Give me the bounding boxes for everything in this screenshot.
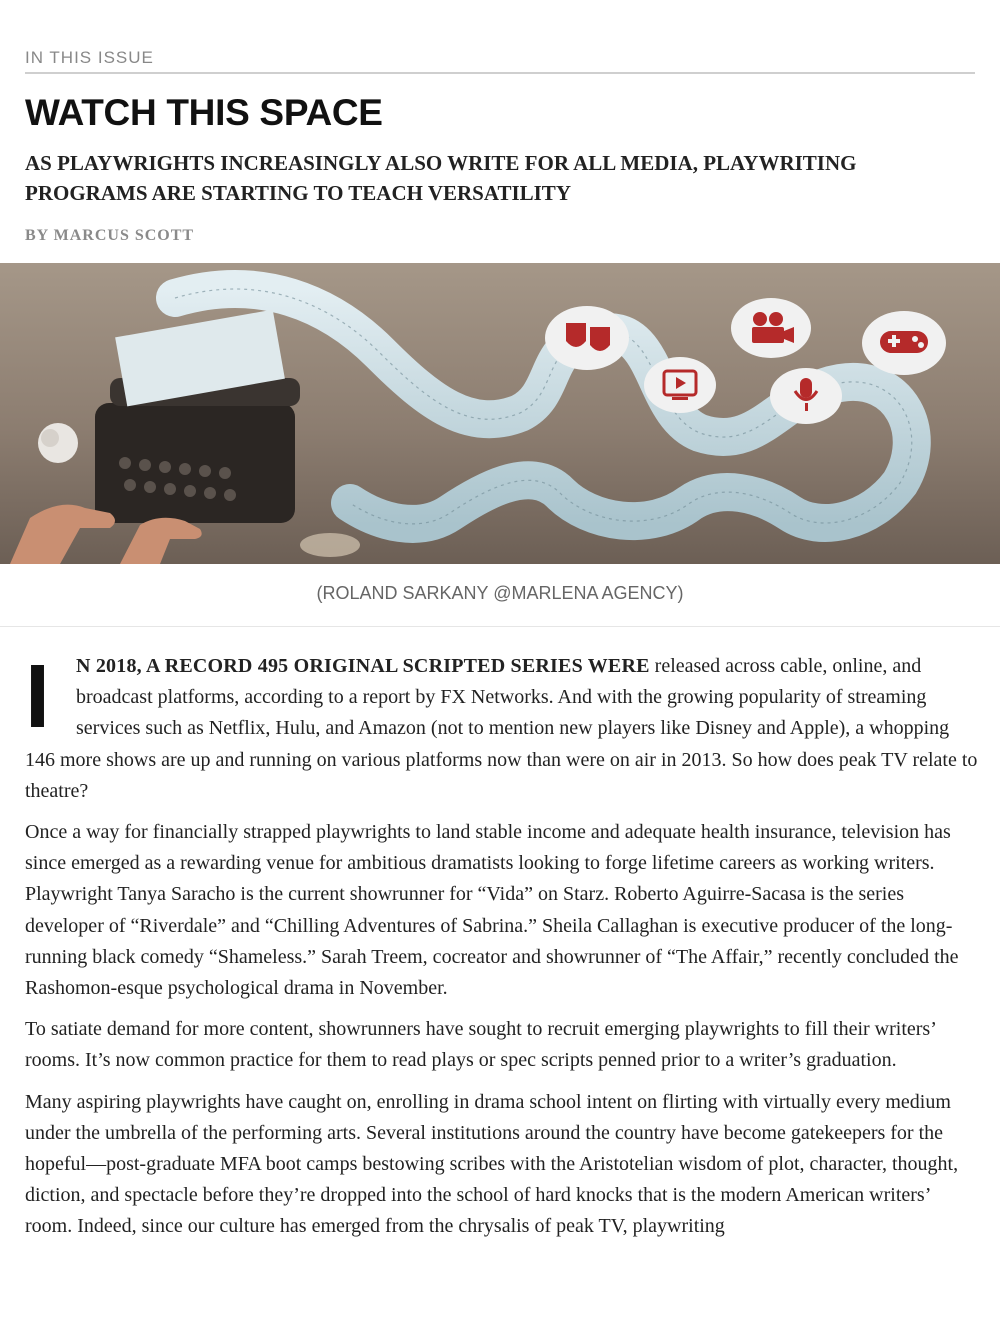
- lead-in: N 2018, A RECORD 495 ORIGINAL SCRIPTED SERIES WERE: [76, 655, 650, 677]
- tea-cup: [300, 533, 360, 557]
- section-label: IN THIS ISSUE: [25, 48, 975, 74]
- paragraph-1-text: released across cable, online, and broadcast platforms, according to a report by FX Networks. And with the growing popularity of streaming services such as Netflix, Hulu, and Amazon (not to mention new players like Disney and Apple), a whopping 146 more shows are up and running on various platforms now than were on air in 2013. So how does peak TV relate to theatre?: [25, 655, 978, 802]
- article-subtitle: AS PLAYWRIGHTS INCREASINGLY ALSO WRITE FOR ALL MEDIA, PLAYWRITING PROGRAMS ARE STARTING TO TEACH VERSATILITY: [25, 151, 857, 205]
- cloud-theatre: [545, 306, 629, 370]
- paragraph-1: [25, 647, 980, 807]
- cloud-tv: [644, 357, 716, 413]
- cloud-mic: [770, 368, 842, 424]
- cloud-game: [862, 311, 946, 375]
- drop-cap: I: [25, 647, 51, 747]
- paragraph-4: Many aspiring playwrights have caught on, enrolling in drama school intent on flirting with virtually every medium under the umbrella of the performing arts. Several institutions around the country have become gatekeepers for the hopeful—post-graduate MFA boot camps bestowing scribes with the Aristotelian wisdom of plot, character, thought, diction, and spectacle before they’re dropped into the school of hard knocks that is the modern American writers’ room. Indeed, since our culture has emerged from the chrysalis of peak TV, playwriting: [25, 1090, 959, 1238]
- paragraph-3: To satiate demand for more content, showrunners have sought to recruit emerging playwrights to fill their writers’ rooms. It’s now common practice for them to read plays or spec scripts penned prior to a writer’s graduation.: [25, 1018, 936, 1072]
- gamepad-icon: [880, 331, 928, 353]
- typewriter: [95, 310, 300, 523]
- byline: BY MARCUS SCOTT: [25, 227, 195, 244]
- image-caption: (ROLAND SARKANY @MARLENA AGENCY): [316, 583, 684, 603]
- caption-divider: [0, 626, 1000, 627]
- article-body: [25, 647, 980, 1253]
- paragraph-2: Once a way for financially strapped playwrights to land stable income and adequate health insurance, television has since emerged as a rewarding venue for ambitious dramatists looking to forge lifetime careers as working writers. Playwright Tanya Saracho is the current showrunner for “Vida” on Starz. Roberto Aguirre-Sacasa is the series developer of “Riverdale” and “Chilling Adventures of Sabrina.” Sheila Callaghan is executive producer of the long-running black comedy “Shameless.” Sarah Treem, cocreator and showrunner of “The Affair,” recently concluded the Rashomon-esque psychological drama in November.: [25, 821, 959, 1000]
- article-title: WATCH THIS SPACE: [25, 92, 383, 133]
- cloud-film: [731, 298, 811, 358]
- hero-illustration: [0, 263, 1000, 564]
